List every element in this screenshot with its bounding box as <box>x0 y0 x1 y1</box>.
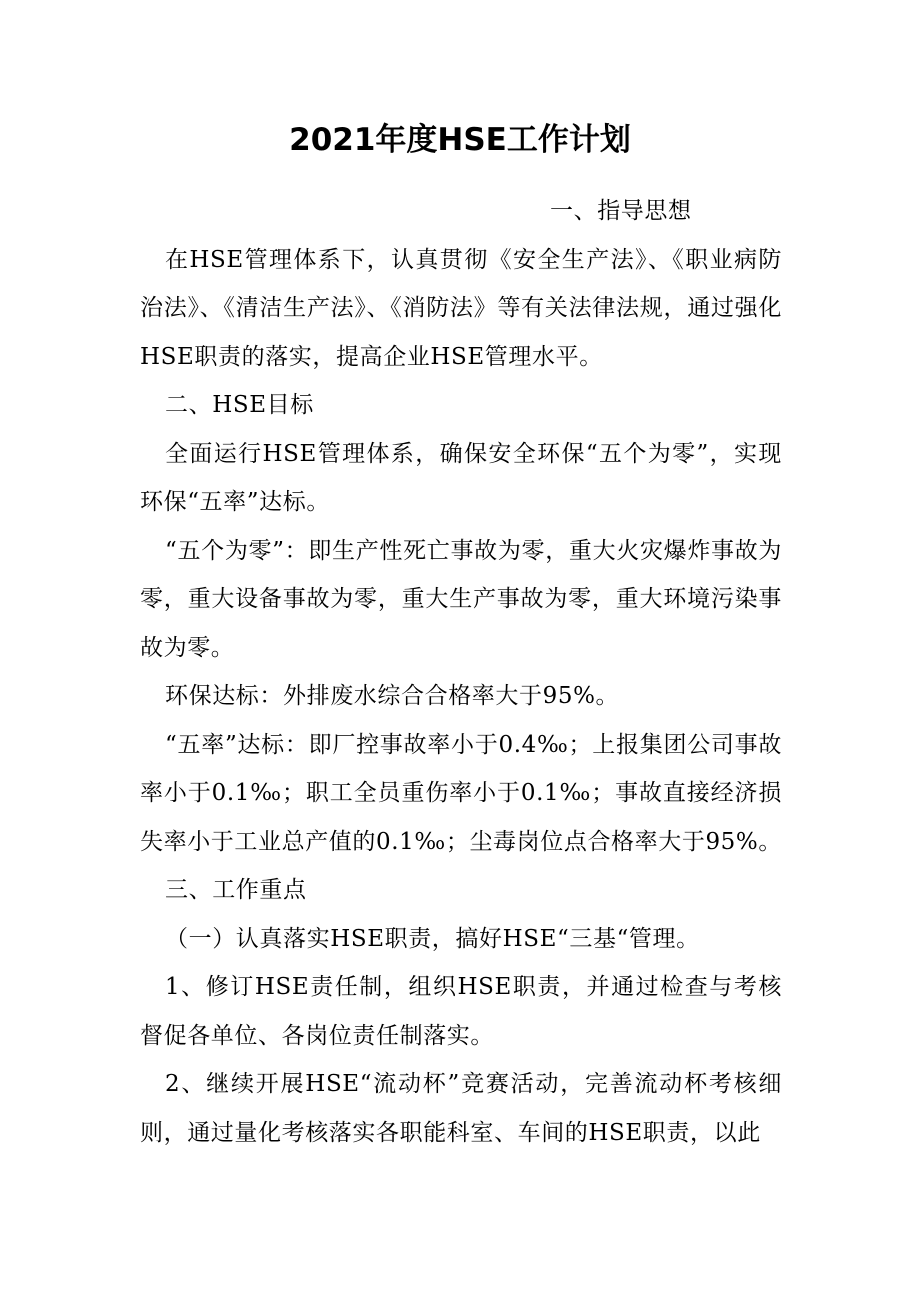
paragraph-item-one: （一）认真落实HSE职责，搞好HSE“三基“管理。 <box>165 925 700 952</box>
section-heading-guiding-ideology: 一、指导思想 <box>550 198 692 224</box>
document-title: 2021年度HSE工作计划 <box>289 122 631 158</box>
section-heading-work-focus: 三、工作重点 <box>165 877 307 903</box>
section-heading-hse-goals: 二、HSE目标 <box>165 392 314 418</box>
paragraph-five-rates: “五率”达标：即厂控事故率小于0.4‰；上报集团公司事故率小于0.1‰；职工全员重伤率小于0.1‰；事故直接经济损失率小于工业总产值的0.1‰；尘毒岗位点合格率大于95%。 <box>140 731 782 855</box>
paragraph-hse-goals: 全面运行HSE管理体系，确保安全环保“五个为零”，实现环保“五率”达标。 <box>140 440 782 515</box>
paragraph-five-zeros: “五个为零”：即生产性死亡事故为零，重大火灾爆炸事故为零，重大设备事故为零，重大生产事故为零，重大环境污染事故为零。 <box>140 537 782 661</box>
paragraph-environmental-standard: 环保达标：外排废水综合合格率大于95%。 <box>165 683 620 709</box>
paragraph-guiding-ideology: 在HSE管理体系下，认真贯彻《安全生产法》、《职业病防治法》、《清洁生产法》、《消防法》等有关法律法规，通过强化HSE职责的落实，提高企业HSE管理水平。 <box>140 246 782 370</box>
paragraph-item-2: 2、继续开展HSE“流动杯”竞赛活动，完善流动杯考核细则，通过量化考核落实各职能科室、车间的HSE职责，以此 <box>140 1071 783 1146</box>
paragraph-item-1: 1、修订HSE责任制，组织HSE职责，并通过检查与考核督促各单位、各岗位责任制落实。 <box>140 974 782 1049</box>
document-body <box>140 187 782 1157</box>
